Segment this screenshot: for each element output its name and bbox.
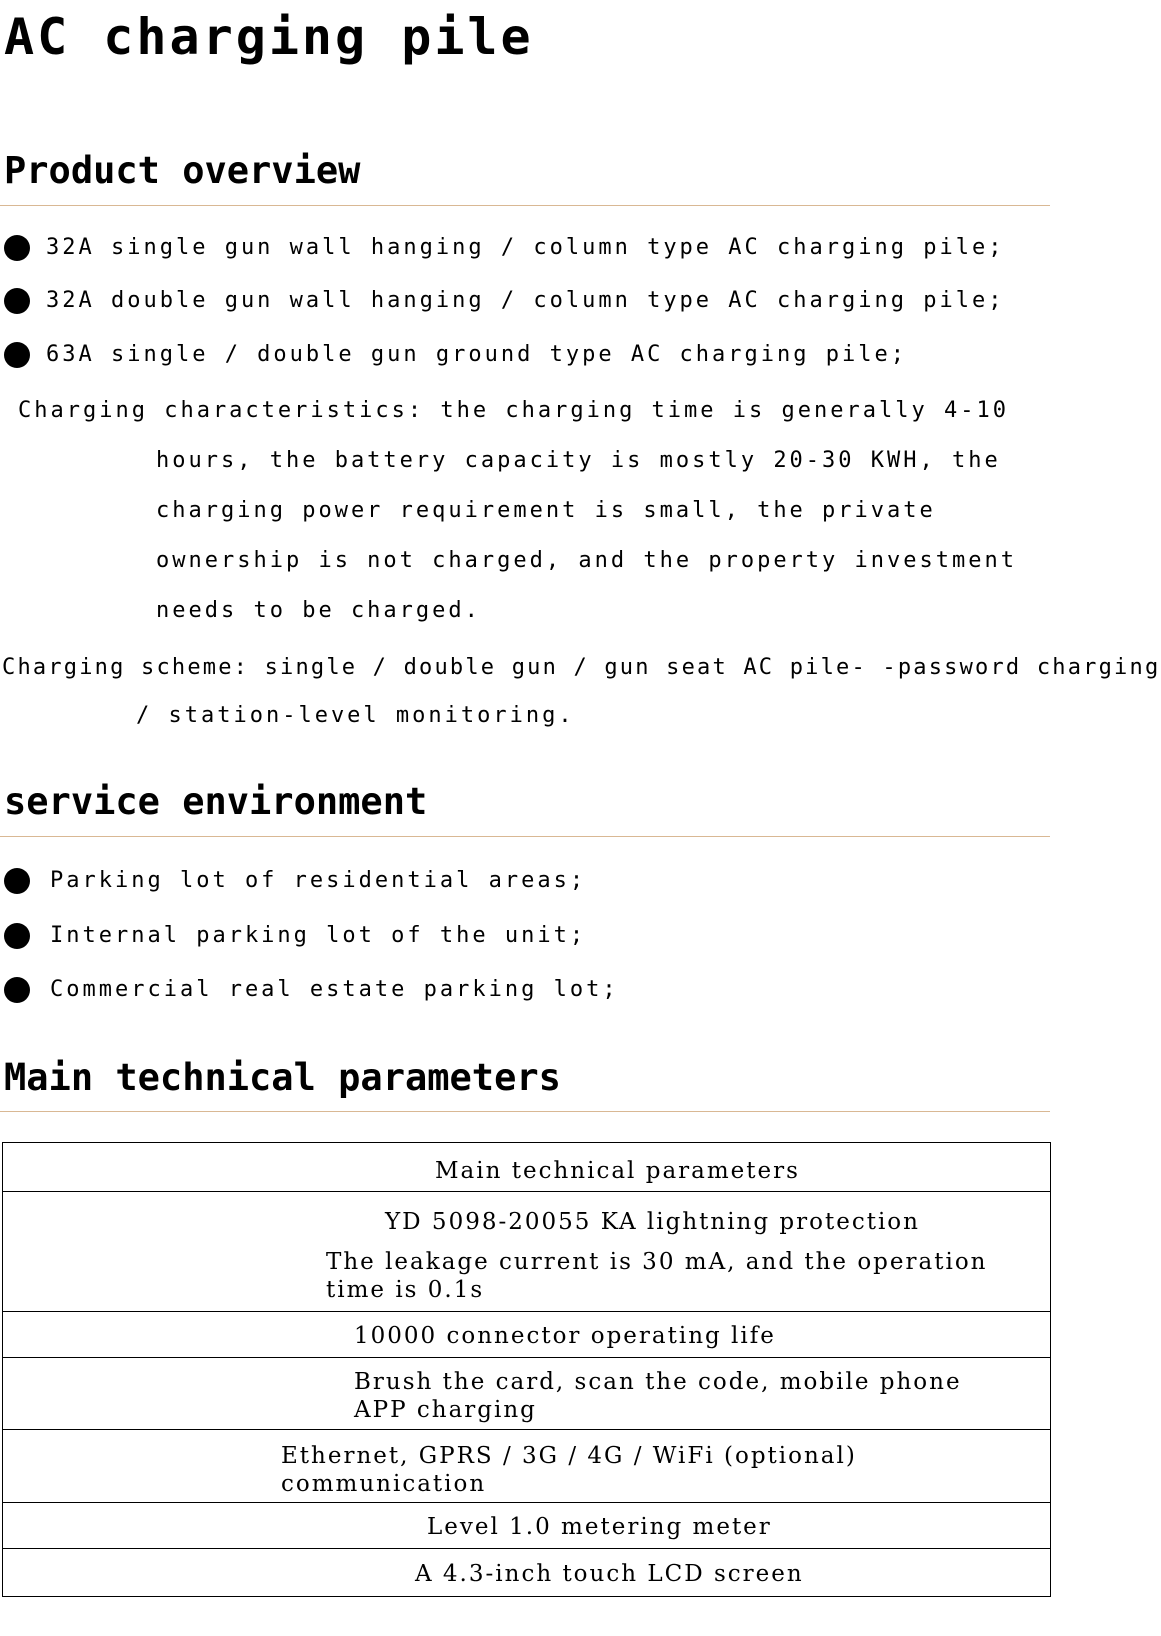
- bullet-icon: [4, 235, 30, 261]
- table-row: [3, 1358, 1051, 1430]
- table-row: [3, 1312, 1051, 1358]
- table-cell-text: A 4.3-inch touch LCD screen: [415, 1561, 804, 1587]
- list-item: Internal parking lot of the unit;: [4, 918, 586, 954]
- bullet-icon: [4, 288, 30, 314]
- table-cell-text: time is 0.1s: [326, 1277, 485, 1303]
- bullet-icon: [4, 923, 30, 949]
- table-row: [3, 1192, 1051, 1312]
- section-divider: [0, 1111, 1050, 1112]
- section-divider: [0, 205, 1050, 206]
- table-header: Main technical parameters: [435, 1158, 800, 1184]
- section-heading-main-technical-parameters: Main technical parameters: [4, 1056, 561, 1099]
- section-divider: [0, 836, 1050, 837]
- table-row: [3, 1430, 1051, 1503]
- table-cell-text: communication: [281, 1471, 487, 1497]
- table-cell-text: Ethernet, GPRS / 3G / 4G / WiFi (optional): [281, 1443, 857, 1469]
- table-cell-text: APP charging: [354, 1397, 537, 1423]
- table-header-row: [3, 1143, 1051, 1192]
- list-item: 32A double gun wall hanging / column type AC charging pile;: [4, 283, 1004, 319]
- section-heading-product-overview: Product overview: [4, 149, 361, 192]
- list-item: 63A single / double gun ground type AC charging pile;: [4, 337, 907, 373]
- table-row: [3, 1549, 1051, 1597]
- table-cell-text: YD 5098-20055 KA lightning protection: [385, 1209, 920, 1235]
- list-item: Commercial real estate parking lot;: [4, 972, 619, 1008]
- parameters-table: [2, 1142, 1051, 1597]
- table-cell-text: 10000 connector operating life: [354, 1323, 776, 1349]
- bullet-icon: [4, 977, 30, 1003]
- table-cell-text: Level 1.0 metering meter: [427, 1514, 772, 1540]
- bullet-icon: [4, 342, 30, 368]
- bullet-icon: [4, 868, 30, 894]
- table-cell-text: The leakage current is 30 mA, and the operation: [326, 1249, 988, 1275]
- table-row: [3, 1503, 1051, 1549]
- list-item: 32A single gun wall hanging / column type AC charging pile;: [4, 230, 1004, 266]
- list-item: Parking lot of residential areas;: [4, 863, 586, 899]
- section-heading-service-environment: service environment: [4, 780, 428, 823]
- page-title: AC charging pile: [4, 8, 534, 66]
- table-cell-text: Brush the card, scan the code, mobile phone: [354, 1369, 962, 1395]
